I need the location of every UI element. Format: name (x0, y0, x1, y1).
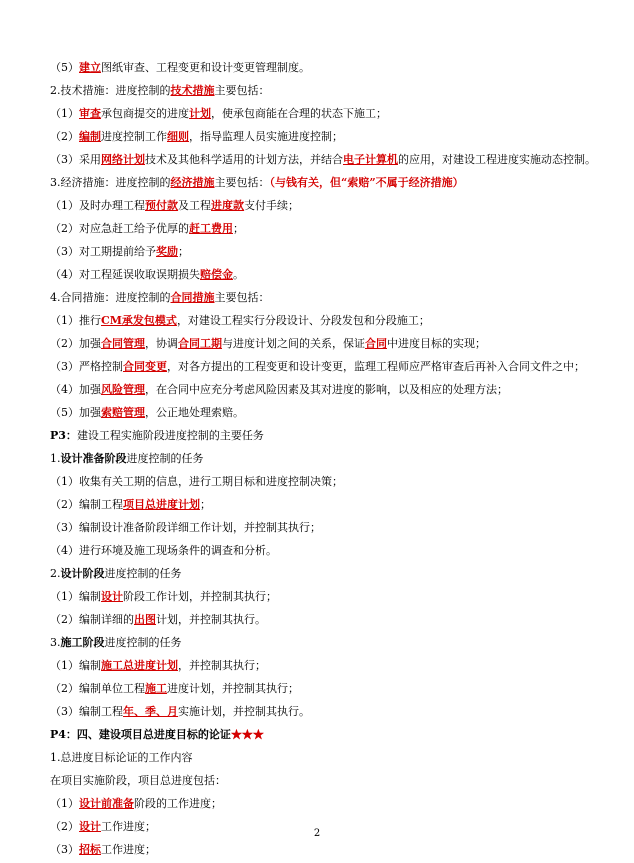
text-segment: 进度控制的任务 (104, 567, 182, 580)
text-line (50, 125, 620, 148)
highlighted-keyword: 奖励 (156, 245, 178, 258)
text-line (50, 171, 620, 194)
text-line (50, 286, 620, 309)
text-line (50, 378, 620, 401)
text-segment: ，在合同中应充分考虑风险因素及其对进度的影响，以及相应的处理方法； (145, 383, 508, 396)
text-segment: 1.总进度目标论证的工作内容 (50, 751, 193, 764)
highlighted-keyword: 招标 (79, 843, 101, 856)
text-segment: 与进度计划之间的关系，保证 (222, 337, 365, 350)
text-segment: （5）加强 (50, 406, 101, 419)
text-line (50, 332, 620, 355)
text-segment: （4）加强 (50, 383, 101, 396)
text-segment: （5） (50, 61, 79, 74)
text-segment: （1）收集有关工期的信息，进行工期目标和进度控制决策； (50, 475, 343, 488)
text-line (50, 585, 620, 608)
text-segment: （1）编制 (50, 659, 101, 672)
text-segment: （3）对工期提前给予 (50, 245, 156, 258)
highlighted-keyword: 合同 (365, 337, 387, 350)
text-segment: 主要包括： (214, 84, 270, 97)
text-segment: ，协调 (145, 337, 178, 350)
text-segment: P4：四、建设项目总进度目标的论证 (50, 728, 231, 741)
text-line (50, 493, 620, 516)
highlighted-keyword: 合同措施 (170, 291, 215, 304)
highlighted-keyword: 审查 (79, 107, 101, 120)
highlighted-keyword: 技术措施 (170, 84, 215, 97)
text-segment: ； (178, 245, 189, 258)
text-segment: 中进度目标的实现； (387, 337, 486, 350)
text-segment: ，使承包商能在合理的状态下施工； (211, 107, 387, 120)
text-segment: （1）推行 (50, 314, 101, 327)
text-segment: （1） (50, 797, 79, 810)
text-line (50, 56, 620, 79)
highlighted-keyword: 赔偿金 (200, 268, 233, 281)
text-line (50, 102, 620, 125)
text-segment: （2）编制工程 (50, 498, 123, 511)
highlighted-keyword: 建立 (79, 61, 101, 74)
text-segment: 及工程 (178, 199, 211, 212)
text-segment: 进度控制工作 (101, 130, 167, 143)
highlighted-keyword: 索赔管理 (101, 406, 145, 419)
text-segment: 3.经济措施：进度控制的 (50, 176, 171, 189)
text-line (50, 631, 620, 654)
text-line (50, 309, 620, 332)
text-segment: 工作进度； (101, 843, 156, 856)
text-line (50, 677, 620, 700)
text-segment: （2） (50, 820, 79, 833)
text-line (50, 723, 620, 746)
text-segment: 进度计划，并控制其执行； (167, 682, 299, 695)
text-segment: 施工阶段 (60, 636, 105, 649)
text-segment: ，对各方提出的工程变更和设计变更，监理工程师应严格审查后再补入合同文件之中； (167, 360, 585, 373)
text-segment: （2）编制详细的 (50, 613, 134, 626)
text-segment: （4）进行环境及施工现场条件的调查和分析。 (50, 544, 277, 557)
text-segment: 设计阶段 (60, 567, 105, 580)
text-segment: 1. (50, 452, 61, 465)
text-line (50, 447, 620, 470)
text-line (50, 516, 620, 539)
text-segment: （1）及时办理工程 (50, 199, 145, 212)
text-segment: 3. (50, 636, 61, 649)
highlighted-keyword: 年、季、月 (123, 705, 178, 718)
highlighted-keyword: 编制 (79, 130, 101, 143)
text-segment: 的应用，对建设工程进度实施动态控制。 (398, 153, 596, 166)
text-line (50, 424, 620, 447)
text-line (50, 562, 620, 585)
highlighted-keyword: 合同工期 (178, 337, 222, 350)
text-segment: 工作进度； (101, 820, 156, 833)
text-segment: ，公正地处理索赔。 (145, 406, 244, 419)
highlighted-keyword: 合同管理 (101, 337, 145, 350)
text-line (50, 700, 620, 723)
highlighted-keyword: 风险管理 (101, 383, 145, 396)
text-line (50, 79, 620, 102)
text-segment: 支付手续； (244, 199, 299, 212)
text-segment: 在项目实施阶段，项目总进度包括： (50, 774, 226, 787)
highlighted-keyword: ★★★ (230, 728, 264, 741)
text-segment: （1）编制 (50, 590, 101, 603)
highlighted-keyword: 施工总进度计划 (101, 659, 178, 672)
text-segment: 主要包括： (214, 291, 270, 304)
text-segment: 主要包括： (214, 176, 270, 189)
page-number: 2 (313, 828, 321, 839)
highlighted-keyword: 设计 (101, 590, 123, 603)
text-segment: （4）对工程延误收取误期损失 (50, 268, 200, 281)
text-line (50, 263, 620, 286)
text-segment: （2）对应急赶工给予优厚的 (50, 222, 189, 235)
text-line (50, 240, 620, 263)
text-segment: （3）严格控制 (50, 360, 123, 373)
text-line (50, 401, 620, 424)
text-segment: ，对建设工程实行分段设计、分段发包和分段施工； (176, 314, 430, 327)
text-segment: （3）采用 (50, 153, 101, 166)
text-segment: ； (200, 498, 211, 511)
text-segment: 进度控制的任务 (126, 452, 204, 465)
highlighted-keyword: 电子计算机 (343, 153, 398, 166)
text-segment: （2） (50, 130, 79, 143)
highlighted-keyword: （与钱有关，但“索赔”不属于经济措施） (269, 176, 464, 189)
text-segment: ，并控制其执行； (178, 659, 266, 672)
highlighted-keyword: 经济措施 (170, 176, 215, 189)
text-line (50, 470, 620, 493)
text-segment: 图纸审查、工程变更和设计变更管理制度。 (101, 61, 310, 74)
text-segment: 4.合同措施：进度控制的 (50, 291, 171, 304)
text-segment: 设计准备阶段 (60, 452, 127, 465)
highlighted-keyword: 出图 (134, 613, 156, 626)
text-segment: 技术及其他科学适用的计划方法，并结合 (145, 153, 343, 166)
text-segment: （1） (50, 107, 79, 120)
text-segment: 承包商提交的进度 (101, 107, 189, 120)
highlighted-keyword: 施工 (145, 682, 167, 695)
document-body (50, 56, 620, 861)
text-line (50, 769, 620, 792)
highlighted-keyword: 细则 (167, 130, 189, 143)
text-segment: 进度控制的任务 (104, 636, 182, 649)
text-segment: （3） (50, 843, 79, 856)
text-segment: ，指导监理人员实施进度控制； (189, 130, 343, 143)
text-line (50, 654, 620, 677)
highlighted-keyword: 进度款 (211, 199, 244, 212)
text-segment: ； (233, 222, 244, 235)
highlighted-keyword: 设计前准备 (79, 797, 134, 810)
highlighted-keyword: CM承发包模式 (101, 314, 177, 327)
text-segment: 计划，并控制其执行。 (156, 613, 266, 626)
text-segment: P3： (50, 429, 77, 442)
text-segment: 建设工程实施阶段进度控制的主要任务 (76, 429, 264, 442)
text-segment: （3）编制设计准备阶段详细工作计划，并控制其执行； (50, 521, 321, 534)
text-line (50, 539, 620, 562)
text-line (50, 355, 620, 378)
text-line (50, 838, 620, 861)
highlighted-keyword: 设计 (79, 820, 101, 833)
text-segment: 2. (50, 567, 61, 580)
highlighted-keyword: 预付款 (145, 199, 178, 212)
text-line (50, 608, 620, 631)
text-line (50, 792, 620, 815)
text-line (50, 217, 620, 240)
text-line (50, 194, 620, 217)
text-segment: （3）编制工程 (50, 705, 123, 718)
text-line (50, 746, 620, 769)
highlighted-keyword: 网络计划 (101, 153, 145, 166)
text-segment: 。 (233, 268, 244, 281)
text-segment: 实施计划，并控制其执行。 (178, 705, 310, 718)
text-segment: 2.技术措施：进度控制的 (50, 84, 171, 97)
highlighted-keyword: 项目总进度计划 (123, 498, 200, 511)
text-segment: （2）加强 (50, 337, 101, 350)
highlighted-keyword: 赶工费用 (189, 222, 233, 235)
text-segment: 阶段工作计划，并控制其执行； (123, 590, 277, 603)
text-segment: 阶段的工作进度； (134, 797, 222, 810)
text-line (50, 148, 620, 171)
text-segment: （2）编制单位工程 (50, 682, 145, 695)
highlighted-keyword: 计划 (189, 107, 211, 120)
highlighted-keyword: 合同变更 (123, 360, 167, 373)
